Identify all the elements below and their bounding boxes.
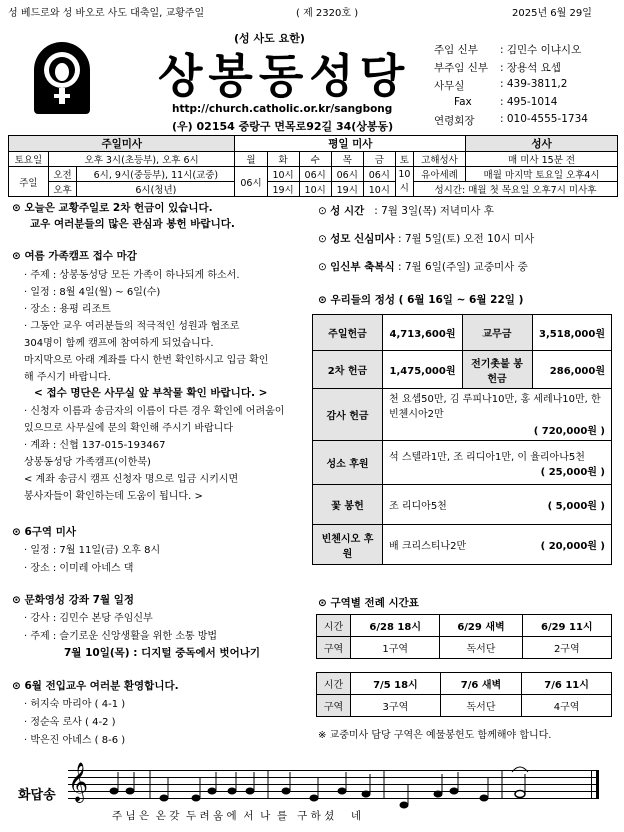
area-cell: 독서단 [440,695,521,717]
sunday-mass-heading: 주일미사 [9,136,235,152]
issue-date: 2025년 6월 29일 [512,8,592,19]
second-offering-label: 2차 헌금 [313,351,383,389]
time-cell: 7/6 11시 [522,673,612,695]
confession-value: 매 미사 15분 전 [466,152,618,167]
time-cell: 7/5 18시 [351,673,441,695]
feast-name: 성 베드로와 성 바오로 사도 대축일, 교황주일 [8,8,205,19]
welcome-list: · 허지숙 마리아 ( 4-1 ) · 정순옥 로사 ( 4-2 ) · 박은진 아녜스 ( 8-6 ) [24,699,126,746]
sunday-label: 주일 [9,167,49,197]
church-address: (우) 02154 중랑구 면목로92길 34(상봉동) [172,120,394,133]
thu-morning: 06시 [331,167,363,182]
fee-value: 3,518,000원 [532,315,612,351]
area-cell: 독서단 [440,637,522,659]
camp-details: · 주제 : 상봉동성당 모든 가족이 하나되게 하소서. · 일정 : 8월 4일(월) ~ 6일(수) · 장소 : 용평 리조트 · 그동안 교우 여러분들의 적극적인 성원과 협조로 304명이 함께 캠프에 참여하게 되었습니다. 마지막으로 아래 계좌를 다시 한번 확인하시고 입금 확인 해 주시기 바랍니다. < 접수 명단은 사무실 앞 부착물 확인 바랍니다. > · 신청자 이름과 송금자의 이름이 다른 경우 확인에 어려움이 있으므로 사무실에 문의 확인해 주시기 바랍니다 · 계좌 : 신협 137-015-193467 상봉동성당 가족캠프(이한북) < 계좌 송금시 캠프 신청자 명으로 입금 시키시면 봉사자들이 확인하는데 도움이 됩니다. > [24,270,285,502]
tue-morning: 10시 [267,167,299,182]
church-url[interactable]: http://church.catholic.or.kr/sangbong [172,103,393,115]
thu-evening: 19시 [331,182,363,197]
flower-detail: 조 리디아5천 ( 5,000원 ) [383,485,612,525]
day-wed: 수 [299,152,331,167]
holy-hour-info: 성시간: 매월 첫 목요일 오후7시 미사후 [413,182,617,197]
area-cell: 3구역 [351,695,441,717]
culture-details: · 강사 : 김민수 본당 주임신부 · 주제 : 슬기로운 신앙생활을 위한 소통 방법 7월 10일(목) : 디지털 중독에서 벗어나기 [24,613,260,659]
issue-number: ( 제 2320호 ) [296,8,359,19]
church-title: 상봉동성당 [158,49,411,103]
psalm-label: 화답송 [18,788,56,803]
tue-evening: 19시 [267,182,299,197]
pm-label: 오후 [48,182,77,197]
area-cell: 4구역 [522,695,612,717]
day-thu: 목 [331,152,363,167]
sunday-offering-value: 4,713,600원 [383,315,463,351]
liturgy-table-2 [316,672,612,717]
mon-time: 06시 [235,167,267,197]
staff-pastor: 주임 신부 : 김민수 이냐시오 [434,44,582,56]
culture-title: ⊙ 문화영성 강좌 7월 일정 [12,594,135,606]
time-cell: 6/28 18시 [351,615,440,637]
area-cell: 1구역 [351,637,440,659]
camp-title: ⊙ 여름 가족캠프 접수 마감 [12,250,137,262]
offering-table [312,314,612,565]
infant-label: 유아세례 [413,167,465,182]
holy-hour: ⊙ 성 시간 : 7월 3일(목) 저녁미사 후 [318,205,494,217]
fee-label: 교무금 [462,315,532,351]
vocation-label: 성소 후원 [313,441,383,485]
pm-times: 6시(청년) [77,182,235,197]
fri-morning: 06시 [363,167,395,182]
am-label: 오전 [48,167,77,182]
vincent-detail: 배 크리스티나2만 ( 20,000원 ) [383,525,612,565]
infant-value: 매월 마지막 토요일 오후4시 [466,167,618,182]
gu6-title: ⊙ 6구역 미사 [12,526,77,538]
am-times: 6시, 9시(중등부), 11시(교중) [77,167,235,182]
time-cell: 6/29 새벽 [440,615,522,637]
second-offering-value: 1,475,000원 [383,351,463,389]
patron-saint: (성 사도 요한) [234,32,305,45]
staff-office: 사무실 : 439-3811,2 [434,78,568,92]
mass-schedule-table [8,135,618,197]
wed-evening: 10시 [299,182,331,197]
day-fri: 금 [363,152,395,167]
barline [591,770,592,799]
wed-morning: 06시 [299,167,331,182]
treble-clef-icon: 𝄞 [68,762,89,802]
sacrament-heading: 성사 [466,136,618,152]
time-label: 시간 [317,615,351,637]
saturday-label: 토요일 [9,152,49,167]
final-barline [596,770,599,799]
sunday-offering-label: 주일헌금 [313,315,383,351]
area-label: 구역 [317,695,351,717]
area-cell: 2구역 [522,637,611,659]
time-cell: 6/29 11시 [522,615,611,637]
welcome-title: ⊙ 6월 전입교우 여러분 환영합니다. [12,680,179,692]
pregnant-blessing: ⊙ 임신부 축복식 : 7월 6일(주일) 교중미사 중 [318,261,528,273]
psalm-lyrics: 주 님 은 온 갖 두 려 움 에 서 나 를 구 하 셨 네 [112,810,362,822]
saturday-times: 오후 3시(초등부), 오후 6시 [48,152,235,167]
liturgy-title: ⊙ 구역별 전례 시간표 [318,597,419,609]
candle-value: 286,000원 [532,351,612,389]
time-label: 시간 [317,673,351,695]
liturgy-table-1 [316,614,612,659]
time-cell: 7/6 새벽 [440,673,521,695]
sat-time: 10 시 [395,167,413,197]
vocation-detail: 석 스텔라1만, 조 리디아1만, 이 율리아나5천 ( 25,000원 ) [383,441,612,485]
marian-mass: ⊙ 성모 신심미사 : 7월 5일(토) 오전 10시 미사 [318,233,535,245]
candle-label: 전기촛불 봉헌금 [462,351,532,389]
church-logo [34,42,90,114]
staff-fax: Fax : 495-1014 [454,96,558,108]
staff-funeral: 연령회장 : 010-4555-1734 [434,113,588,127]
vincent-label: 빈첸시오 후원 [313,525,383,565]
day-tue: 화 [267,152,299,167]
gu6-details: · 일정 : 7월 11일(금) 오후 8시 · 장소 : 이미레 아네스 댁 [24,545,161,574]
notice-collection-2: 교우 여러분들의 많은 관심과 봉헌 바랍니다. [30,218,235,230]
confession-label: 고해성사 [413,152,465,167]
thanks-detail: 천 요셉50만, 김 루피나10만, 홍 세레나10만, 한 빈첸시아2만 ( 720,000원 ) [383,389,612,441]
day-mon: 월 [235,152,267,167]
day-sat: 토 [395,152,413,167]
thanks-label: 감사 헌금 [313,389,383,441]
psalm-notes [100,760,590,810]
fri-evening: 10시 [363,182,395,197]
staff-assistant: 부주임 신부 : 장용석 요셉 [434,62,561,74]
notice-collection: ⊙ 오늘은 교황주일로 2차 헌금이 있습니다. [12,202,213,214]
area-label: 구역 [317,637,351,659]
offering-title: ⊙ 우리들의 정성 ( 6월 16일 ~ 6월 22일 ) [318,294,524,306]
flower-label: 꽃 봉헌 [313,485,383,525]
weekday-mass-heading: 평일 미사 [235,136,466,152]
liturgy-note: ※ 교중미사 담당 구역은 예물봉헌도 함께해야 합니다. [318,730,552,741]
